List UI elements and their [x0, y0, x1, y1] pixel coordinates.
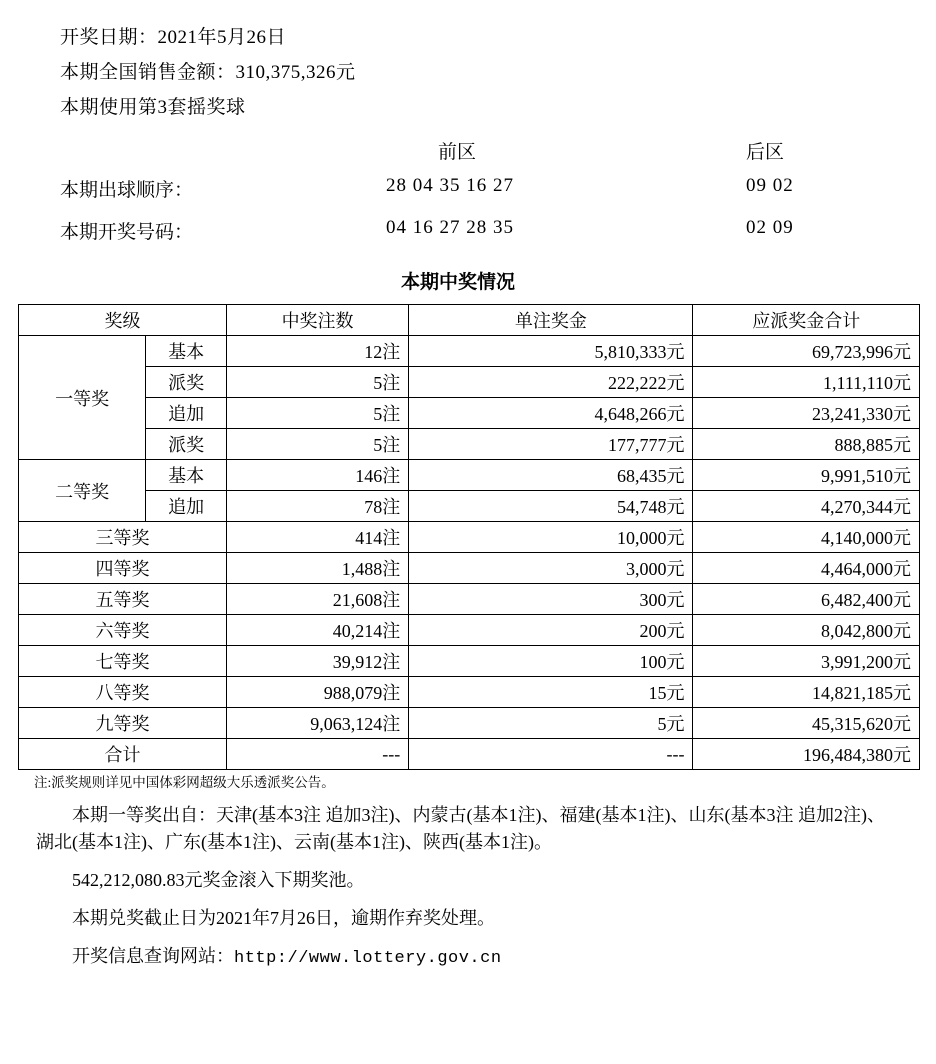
cell-total-prize: 6,482,400元 — [693, 584, 920, 615]
cell-unit-prize: 300元 — [409, 584, 693, 615]
cell-unit-prize: 177,777元 — [409, 429, 693, 460]
rollover-paragraph: 542,212,080.83元奖金滚入下期奖池。 — [72, 870, 365, 891]
cell-subtype: 追加 — [146, 491, 227, 522]
cell-grade: 七等奖 — [19, 646, 227, 677]
table-row — [19, 491, 920, 522]
cell-total-prize: 4,464,000元 — [693, 553, 920, 584]
cell-total-prize: 888,885元 — [693, 429, 920, 460]
back-zone-label: 后区 — [746, 142, 785, 163]
cell-unit-prize: --- — [409, 739, 693, 770]
table-row — [19, 553, 920, 584]
draw-order-front-numbers: 28 04 35 16 27 — [386, 175, 514, 196]
table-row — [19, 615, 920, 646]
draw-order-back-numbers: 09 02 — [746, 175, 794, 196]
prize-table — [18, 304, 920, 770]
header-count: 中奖注数 — [226, 305, 408, 336]
cell-subtype: 追加 — [146, 398, 227, 429]
first-prize-origin-paragraph: 本期一等奖出自：天津(基本3注 追加3注)、内蒙古(基本1注)、福建(基本1注)、山东(基本3注 追加2注)、湖北(基本1注)、广东(基本1注)、云南(基本1注)、陕西(基本1注)。 — [36, 804, 885, 853]
draw-order-row — [18, 171, 918, 213]
cell-unit-prize: 222,222元 — [409, 367, 693, 398]
cell-unit-prize: 15元 — [409, 677, 693, 708]
cell-total-prize: 1,111,110元 — [693, 367, 920, 398]
cell-total-prize: 69,723,996元 — [693, 336, 920, 367]
cell-unit-prize: 10,000元 — [409, 522, 693, 553]
zone-header-row — [18, 137, 918, 167]
front-zone-label: 前区 — [438, 142, 477, 163]
cell-unit-prize: 5,810,333元 — [409, 336, 693, 367]
cell-grade: 四等奖 — [19, 553, 227, 584]
cell-total-prize: 4,270,344元 — [693, 491, 920, 522]
table-header-row — [19, 305, 920, 336]
cell-total-prize: 4,140,000元 — [693, 522, 920, 553]
prize-section-title: 本期中奖情况 — [400, 272, 515, 293]
national-sales-line: 本期全国销售金额：310,375,326元 — [60, 62, 356, 83]
cell-unit-prize: 100元 — [409, 646, 693, 677]
cell-subtype: 派奖 — [146, 367, 227, 398]
header-grade: 奖级 — [19, 305, 227, 336]
cell-grade: 二等奖 — [19, 460, 146, 522]
cell-total-prize: 196,484,380元 — [693, 739, 920, 770]
winning-front-numbers: 04 16 27 28 35 — [386, 217, 514, 238]
draw-order-label: 本期出球顺序： — [60, 180, 194, 201]
cell-grade: 三等奖 — [19, 522, 227, 553]
cell-grade: 六等奖 — [19, 615, 227, 646]
cell-unit-prize: 4,648,266元 — [409, 398, 693, 429]
cell-count: 5注 — [226, 398, 408, 429]
website-paragraph — [36, 943, 900, 972]
cell-total-prize: 14,821,185元 — [693, 677, 920, 708]
cell-unit-prize: 200元 — [409, 615, 693, 646]
cell-unit-prize: 5元 — [409, 708, 693, 739]
cell-subtype: 派奖 — [146, 429, 227, 460]
table-row — [19, 336, 920, 367]
cell-grade: 一等奖 — [19, 336, 146, 460]
cell-count: 39,912注 — [226, 646, 408, 677]
table-row — [19, 367, 920, 398]
cell-count: 9,063,124注 — [226, 708, 408, 739]
table-row — [19, 646, 920, 677]
cell-count: 414注 — [226, 522, 408, 553]
cell-count: 146注 — [226, 460, 408, 491]
cell-total-prize: 45,315,620元 — [693, 708, 920, 739]
table-row — [19, 708, 920, 739]
draw-date-line: 开奖日期：2021年5月26日 — [60, 27, 287, 48]
cell-unit-prize: 3,000元 — [409, 553, 693, 584]
cell-count: 5注 — [226, 367, 408, 398]
table-row — [19, 677, 920, 708]
header-unit-prize: 单注奖金 — [409, 305, 693, 336]
cell-unit-prize: 68,435元 — [409, 460, 693, 491]
winning-numbers-label: 本期开奖号码： — [60, 222, 194, 243]
cell-grade: 合计 — [19, 739, 227, 770]
table-row — [19, 429, 920, 460]
cell-total-prize: 23,241,330元 — [693, 398, 920, 429]
cell-count: 40,214注 — [226, 615, 408, 646]
table-row — [19, 739, 920, 770]
cell-subtype: 基本 — [146, 336, 227, 367]
cell-total-prize: 3,991,200元 — [693, 646, 920, 677]
table-row — [19, 522, 920, 553]
winning-back-numbers: 02 09 — [746, 217, 794, 238]
cell-total-prize: 9,991,510元 — [693, 460, 920, 491]
cell-grade: 五等奖 — [19, 584, 227, 615]
cell-grade: 九等奖 — [19, 708, 227, 739]
deadline-paragraph: 本期兑奖截止日为2021年7月26日，逾期作弃奖处理。 — [72, 908, 495, 929]
website-label: 开奖信息查询网站： — [72, 946, 234, 967]
cell-total-prize: 8,042,800元 — [693, 615, 920, 646]
winning-numbers-row — [18, 213, 918, 255]
cell-unit-prize: 54,748元 — [409, 491, 693, 522]
cell-count: 78注 — [226, 491, 408, 522]
table-row — [19, 460, 920, 491]
table-footnote: 注:派奖规则详见中国体彩网超级大乐透派奖公告。 — [34, 775, 335, 790]
cell-count: 988,079注 — [226, 677, 408, 708]
machine-set-line: 本期使用第3套摇奖球 — [60, 97, 246, 118]
table-row — [19, 398, 920, 429]
cell-count: 1,488注 — [226, 553, 408, 584]
cell-count: --- — [226, 739, 408, 770]
table-row — [19, 584, 920, 615]
cell-count: 5注 — [226, 429, 408, 460]
cell-count: 21,608注 — [226, 584, 408, 615]
header-total-prize: 应派奖金合计 — [693, 305, 920, 336]
website-url: http://www.lottery.gov.cn — [234, 949, 502, 969]
cell-count: 12注 — [226, 336, 408, 367]
cell-subtype: 基本 — [146, 460, 227, 491]
cell-grade: 八等奖 — [19, 677, 227, 708]
